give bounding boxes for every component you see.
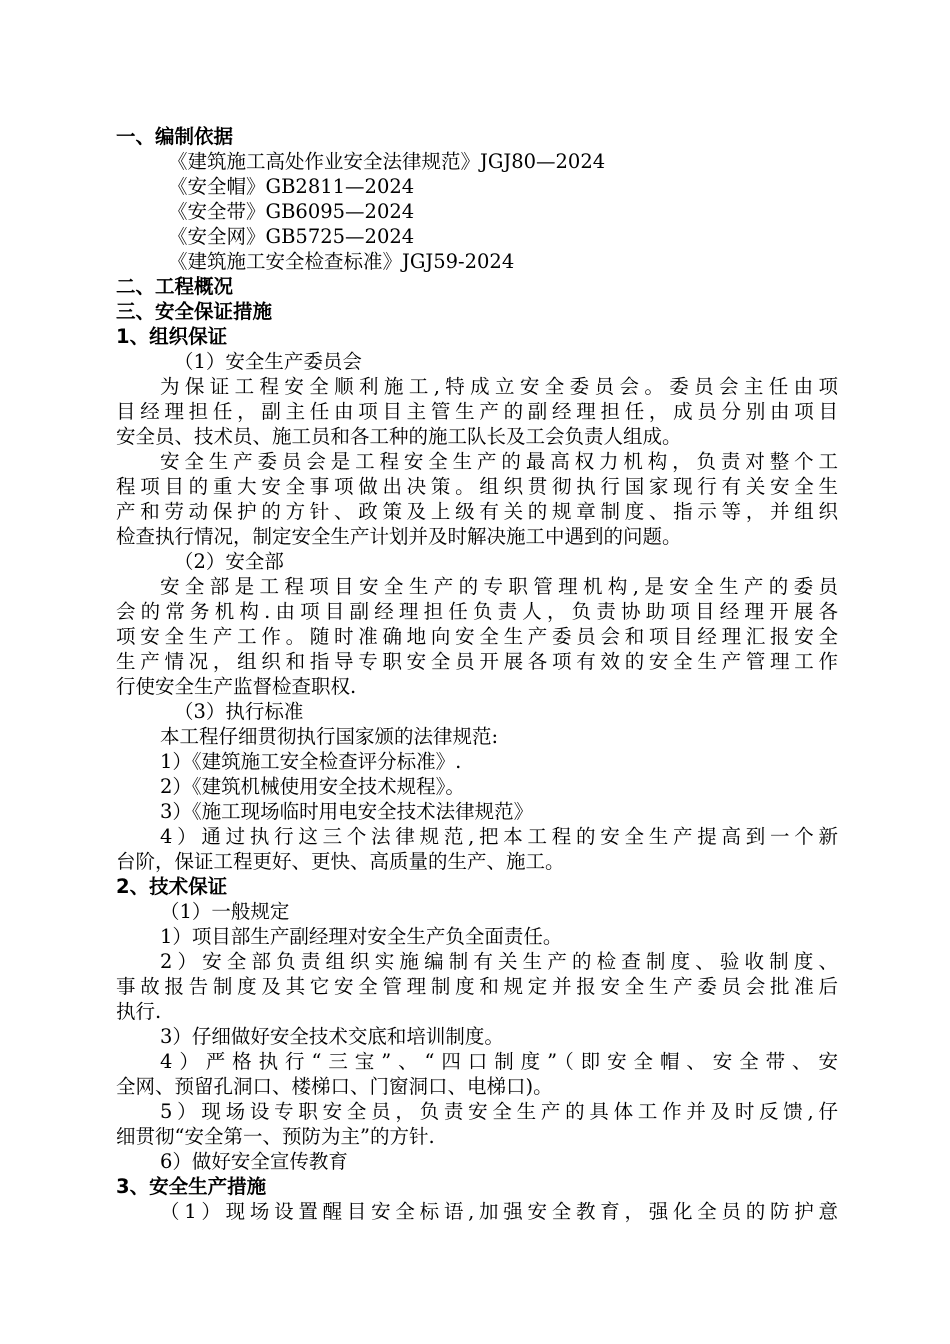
rule-line: 1）项目部生产副经理对安全生产负全面责任。 <box>160 925 563 948</box>
document-body <box>116 124 838 1224</box>
reference-item: 《建筑施工高处作业安全法律规范》JGJ80—2024 <box>168 150 606 173</box>
rule-line: 4）严格执行“三宝”、“四口制度”（即安全帽、安全带、安 <box>160 1050 838 1073</box>
reference-item: 《安全帽》GB2811—2024 <box>168 175 415 198</box>
paragraph-line: 台阶，保证工程更好、更快、高质量的生产、施工。 <box>116 850 565 873</box>
item-title: （3）执行标准 <box>174 700 304 723</box>
reference-item: 《安全网》GB5725—2024 <box>168 225 415 248</box>
rule-line: 事故报告制度及其它安全管理制度和规定并报安全生产委员会批准后 <box>116 975 838 998</box>
paragraph-line: 行使安全生产监督检查职权. <box>116 675 357 698</box>
standard-list-item: 2）《建筑机械使用安全技术规程》。 <box>160 775 465 798</box>
reference-item: 《建筑施工安全检查标准》JGJ59-2024 <box>168 250 515 273</box>
paragraph-line: 为保证工程安全顺利施工,特成立安全委员会。委员会主任由项 <box>160 375 838 398</box>
paragraph-line: 生产情况，组织和指导专职安全员开展各项有效的安全生产管理工作 <box>116 650 838 673</box>
paragraph-line: 4）通过执行这三个法律规范,把本工程的安全生产提高到一个新 <box>160 825 838 848</box>
paragraph-line: （1）现场设置醒目安全标语,加强安全教育，强化全员的防护意 <box>160 1200 838 1223</box>
section-heading-overview: 二、工程概况 <box>116 275 234 298</box>
item-title: （2）安全部 <box>174 550 284 573</box>
paragraph-line: 项安全生产工作。随时准确地向安全生产委员会和项目经理汇报安全 <box>116 625 838 648</box>
section-heading-safety-measures: 三、安全保证措施 <box>116 300 273 323</box>
section-heading-basis: 一、编制依据 <box>116 125 234 148</box>
rule-line: 全网、预留孔洞口、楼梯口、门窗洞口、电梯口)。 <box>116 1075 553 1098</box>
paragraph-line: 本工程仔细贯彻执行国家颁的法律规范: <box>160 725 499 748</box>
paragraph-line: 会的常务机构.由项目副经理担任负责人，负责协助项目经理开展各 <box>116 600 838 623</box>
standard-list-item: 3）《施工现场临时用电安全技术法律规范》 <box>160 800 534 823</box>
subsection-heading-technical: 2、技术保证 <box>116 875 228 898</box>
rule-line: 2）安全部负责组织实施编制有关生产的检查制度、验收制度、 <box>160 950 838 973</box>
paragraph-line: 产和劳动保护的方针、政策及上级有关的规章制度、指示等，并组织 <box>116 500 838 523</box>
rule-line: 执行. <box>116 1000 162 1023</box>
item-title: （1）一般规定 <box>160 900 290 923</box>
item-title: （1）安全生产委员会 <box>174 350 362 373</box>
paragraph-line: 安全员、技术员、施工员和各工种的施工队长及工会负责人组成。 <box>116 425 682 448</box>
rule-line: 细贯彻“安全第一、预防为主”的方针. <box>116 1125 435 1148</box>
reference-item: 《安全带》GB6095—2024 <box>168 200 415 223</box>
paragraph-line: 检查执行情况，制定安全生产计划并及时解决施工中遇到的问题。 <box>116 525 682 548</box>
standard-list-item: 1）《建筑施工安全检查评分标准》. <box>160 750 462 773</box>
rule-line: 3）仔细做好安全技术交底和培训制度。 <box>160 1025 504 1048</box>
subsection-heading-production-measures: 3、安全生产措施 <box>116 1175 267 1198</box>
rule-line: 5）现场设专职安全员，负责安全生产的具体工作并及时反馈,仔 <box>160 1100 838 1123</box>
subsection-heading-organization: 1、组织保证 <box>116 325 228 348</box>
paragraph-line: 安全生产委员会是工程安全生产的最高权力机构，负责对整个工 <box>160 450 838 473</box>
paragraph-line: 目经理担任，副主任由项目主管生产的副经理担任，成员分别由项目 <box>116 400 838 423</box>
rule-line: 6）做好安全宣传教育 <box>160 1150 348 1173</box>
paragraph-line: 安全部是工程项目安全生产的专职管理机构,是安全生产的委员 <box>160 575 838 598</box>
paragraph-line: 程项目的重大安全事项做出决策。组织贯彻执行国家现行有关安全生 <box>116 475 838 498</box>
